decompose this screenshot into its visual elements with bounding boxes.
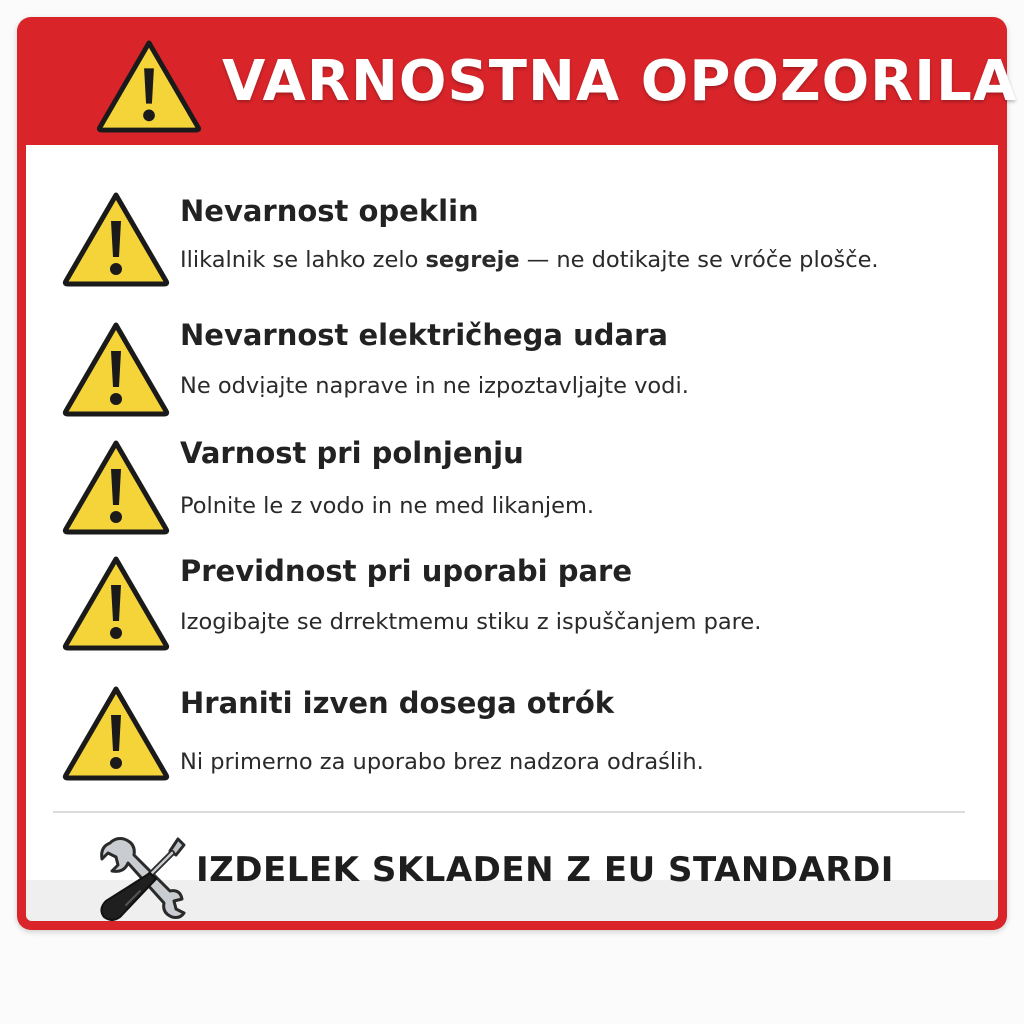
warning-item-children [26,669,998,779]
warning-title: Nevarnost električhega udara [180,318,668,352]
warning-description: Ni primerno za uporabo brez nadzora odraślih. [180,749,704,775]
page-title: VARNOSTNA OPOZORILA [222,49,1018,114]
divider [53,811,965,813]
warning-icon [62,685,170,781]
warning-icon [62,439,170,535]
warning-item-burn [26,175,998,285]
warning-description: Polnite le z vodo in ne med likanjem. [180,493,595,519]
warning-icon [62,555,170,651]
warning-icon [95,39,203,133]
warning-title: Hraniti izven dosega otrók [180,686,615,720]
eu-compliance-label: IZDELEK SKLADEN Z EU STANDARDI [196,850,894,890]
wrench-screwdriver-icon [90,829,190,921]
warning-title: Previdnost pri uporabi pare [180,554,633,588]
safety-warnings-card [17,17,1018,930]
warning-title: Nevarnost opeklin [180,194,479,228]
warning-title: Varnost pri polnjenju [180,436,524,470]
warning-icon [62,191,170,287]
header-banner [17,17,1018,145]
warnings-panel [26,145,998,921]
warning-description: Ne odvịajte naprave in ne izpoztavljajte vodi. [180,373,689,399]
warning-item-filling [26,423,998,533]
warning-icon [62,321,170,417]
warning-item-electric-shock [26,305,998,415]
warning-description: Izogibajte se drrektmemu stiku z ispuščanjem pare. [180,609,762,635]
warning-item-steam [26,539,998,649]
warning-description: Ilikalnik se lahko zelo segreje — ne dotikajte se vróče plošče. [180,247,879,273]
